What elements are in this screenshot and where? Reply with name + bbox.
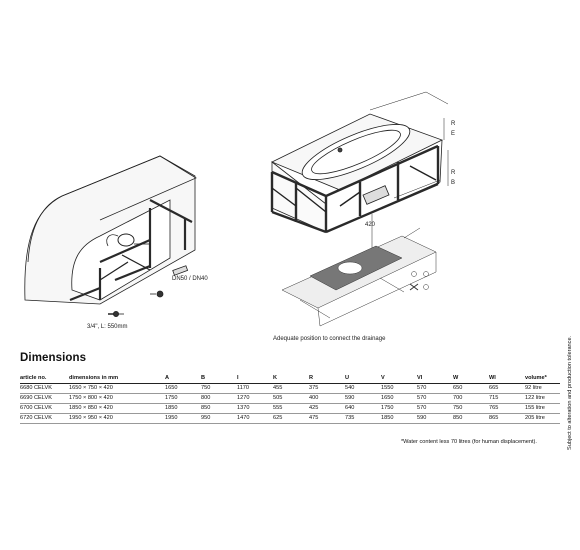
table-cell: 700 — [453, 394, 489, 404]
table-cell: 950 — [201, 414, 237, 424]
table-cell: 800 — [201, 394, 237, 404]
table-cell: 400 — [309, 394, 345, 404]
table-cell: 570 — [417, 404, 453, 414]
dimension-420-label: 420 — [365, 222, 376, 228]
table-cell: 865 — [489, 414, 525, 424]
table-cell: 1470 — [237, 414, 273, 424]
column-header: dimensions in mm — [69, 374, 165, 384]
table-cell: 1850 × 850 × 420 — [69, 404, 165, 414]
table-cell: 1650 — [381, 394, 417, 404]
table-header-row — [20, 374, 560, 384]
tolerance-side-note: Subject to alteration and production tolerance. — [567, 335, 573, 450]
drainage-caption: Adequate position to connect the drainage — [273, 336, 386, 342]
right-bathtub-drawing — [272, 92, 448, 250]
column-header: VI — [417, 374, 453, 384]
table-cell: 505 — [273, 394, 309, 404]
table-cell: 1850 — [165, 404, 201, 414]
table-cell: 850 — [453, 414, 489, 424]
column-header: B — [201, 374, 237, 384]
table-cell: 1270 — [237, 394, 273, 404]
dimensions-table — [20, 374, 560, 424]
table-cell: 1650 × 750 × 420 — [69, 384, 165, 394]
table-cell: 665 — [489, 384, 525, 394]
table-cell: 1650 — [165, 384, 201, 394]
table-row — [20, 394, 560, 404]
table-row — [20, 404, 560, 414]
column-header: A — [165, 374, 201, 384]
table-cell: 765 — [489, 404, 525, 414]
floor-plan — [282, 228, 436, 326]
table-cell: 735 — [345, 414, 381, 424]
table-cell: 1370 — [237, 404, 273, 414]
table-cell: 1950 × 950 × 420 — [69, 414, 165, 424]
column-header: R — [309, 374, 345, 384]
dimension-letter-r: R — [451, 121, 456, 127]
table-cell: 92 litre — [525, 384, 560, 394]
dimension-letter-side-r: R — [451, 170, 456, 176]
table-cell: 475 — [309, 414, 345, 424]
table-cell: 570 — [417, 384, 453, 394]
table-cell: 1750 × 800 × 420 — [69, 394, 165, 404]
table-cell: 155 litre — [525, 404, 560, 414]
column-header: K — [273, 374, 309, 384]
column-header: W — [453, 374, 489, 384]
table-row — [20, 414, 560, 424]
drain-size-label: DN50 / DN40 — [172, 276, 208, 282]
table-cell: 6700 CELVK — [20, 404, 69, 414]
dimension-letter-side-b: B — [451, 180, 456, 186]
table-cell: 625 — [273, 414, 309, 424]
table-cell: 850 — [201, 404, 237, 414]
column-header: WI — [489, 374, 525, 384]
table-cell: 590 — [417, 414, 453, 424]
table-cell: 715 — [489, 394, 525, 404]
column-header: U — [345, 374, 381, 384]
table-cell: 750 — [453, 404, 489, 414]
table-cell: 122 litre — [525, 394, 560, 404]
table-cell: 1850 — [381, 414, 417, 424]
table-cell: 455 — [273, 384, 309, 394]
left-bathtub-drawing — [25, 156, 196, 317]
table-cell: 590 — [345, 394, 381, 404]
table-cell: 555 — [273, 404, 309, 414]
hose-spec-label: 3/4", L: 550mm — [87, 324, 128, 330]
table-cell: 1550 — [381, 384, 417, 394]
table-cell: 540 — [345, 384, 381, 394]
column-header: I — [237, 374, 273, 384]
table-cell: 650 — [453, 384, 489, 394]
table-row — [20, 384, 560, 394]
table-cell: 375 — [309, 384, 345, 394]
table-cell: 1750 — [165, 394, 201, 404]
table-cell: 1750 — [381, 404, 417, 414]
column-header: article no. — [20, 374, 69, 384]
table-cell: 6690 CELVK — [20, 394, 69, 404]
water-content-footnote: *Water content less 70 litres (for human displacement). — [401, 439, 537, 445]
table-cell: 570 — [417, 394, 453, 404]
table-cell: 6720 CELVK — [20, 414, 69, 424]
table-cell: 6680 CELVK — [20, 384, 69, 394]
table-cell: 425 — [309, 404, 345, 414]
table-cell: 1170 — [237, 384, 273, 394]
column-header: volume* — [525, 374, 560, 384]
table-cell: 1950 — [165, 414, 201, 424]
dimension-letter-e: E — [451, 131, 456, 137]
table-cell: 640 — [345, 404, 381, 414]
dimensions-title: Dimensions — [20, 352, 87, 364]
table-cell: 205 litre — [525, 414, 560, 424]
column-header: V — [381, 374, 417, 384]
table-cell: 750 — [201, 384, 237, 394]
